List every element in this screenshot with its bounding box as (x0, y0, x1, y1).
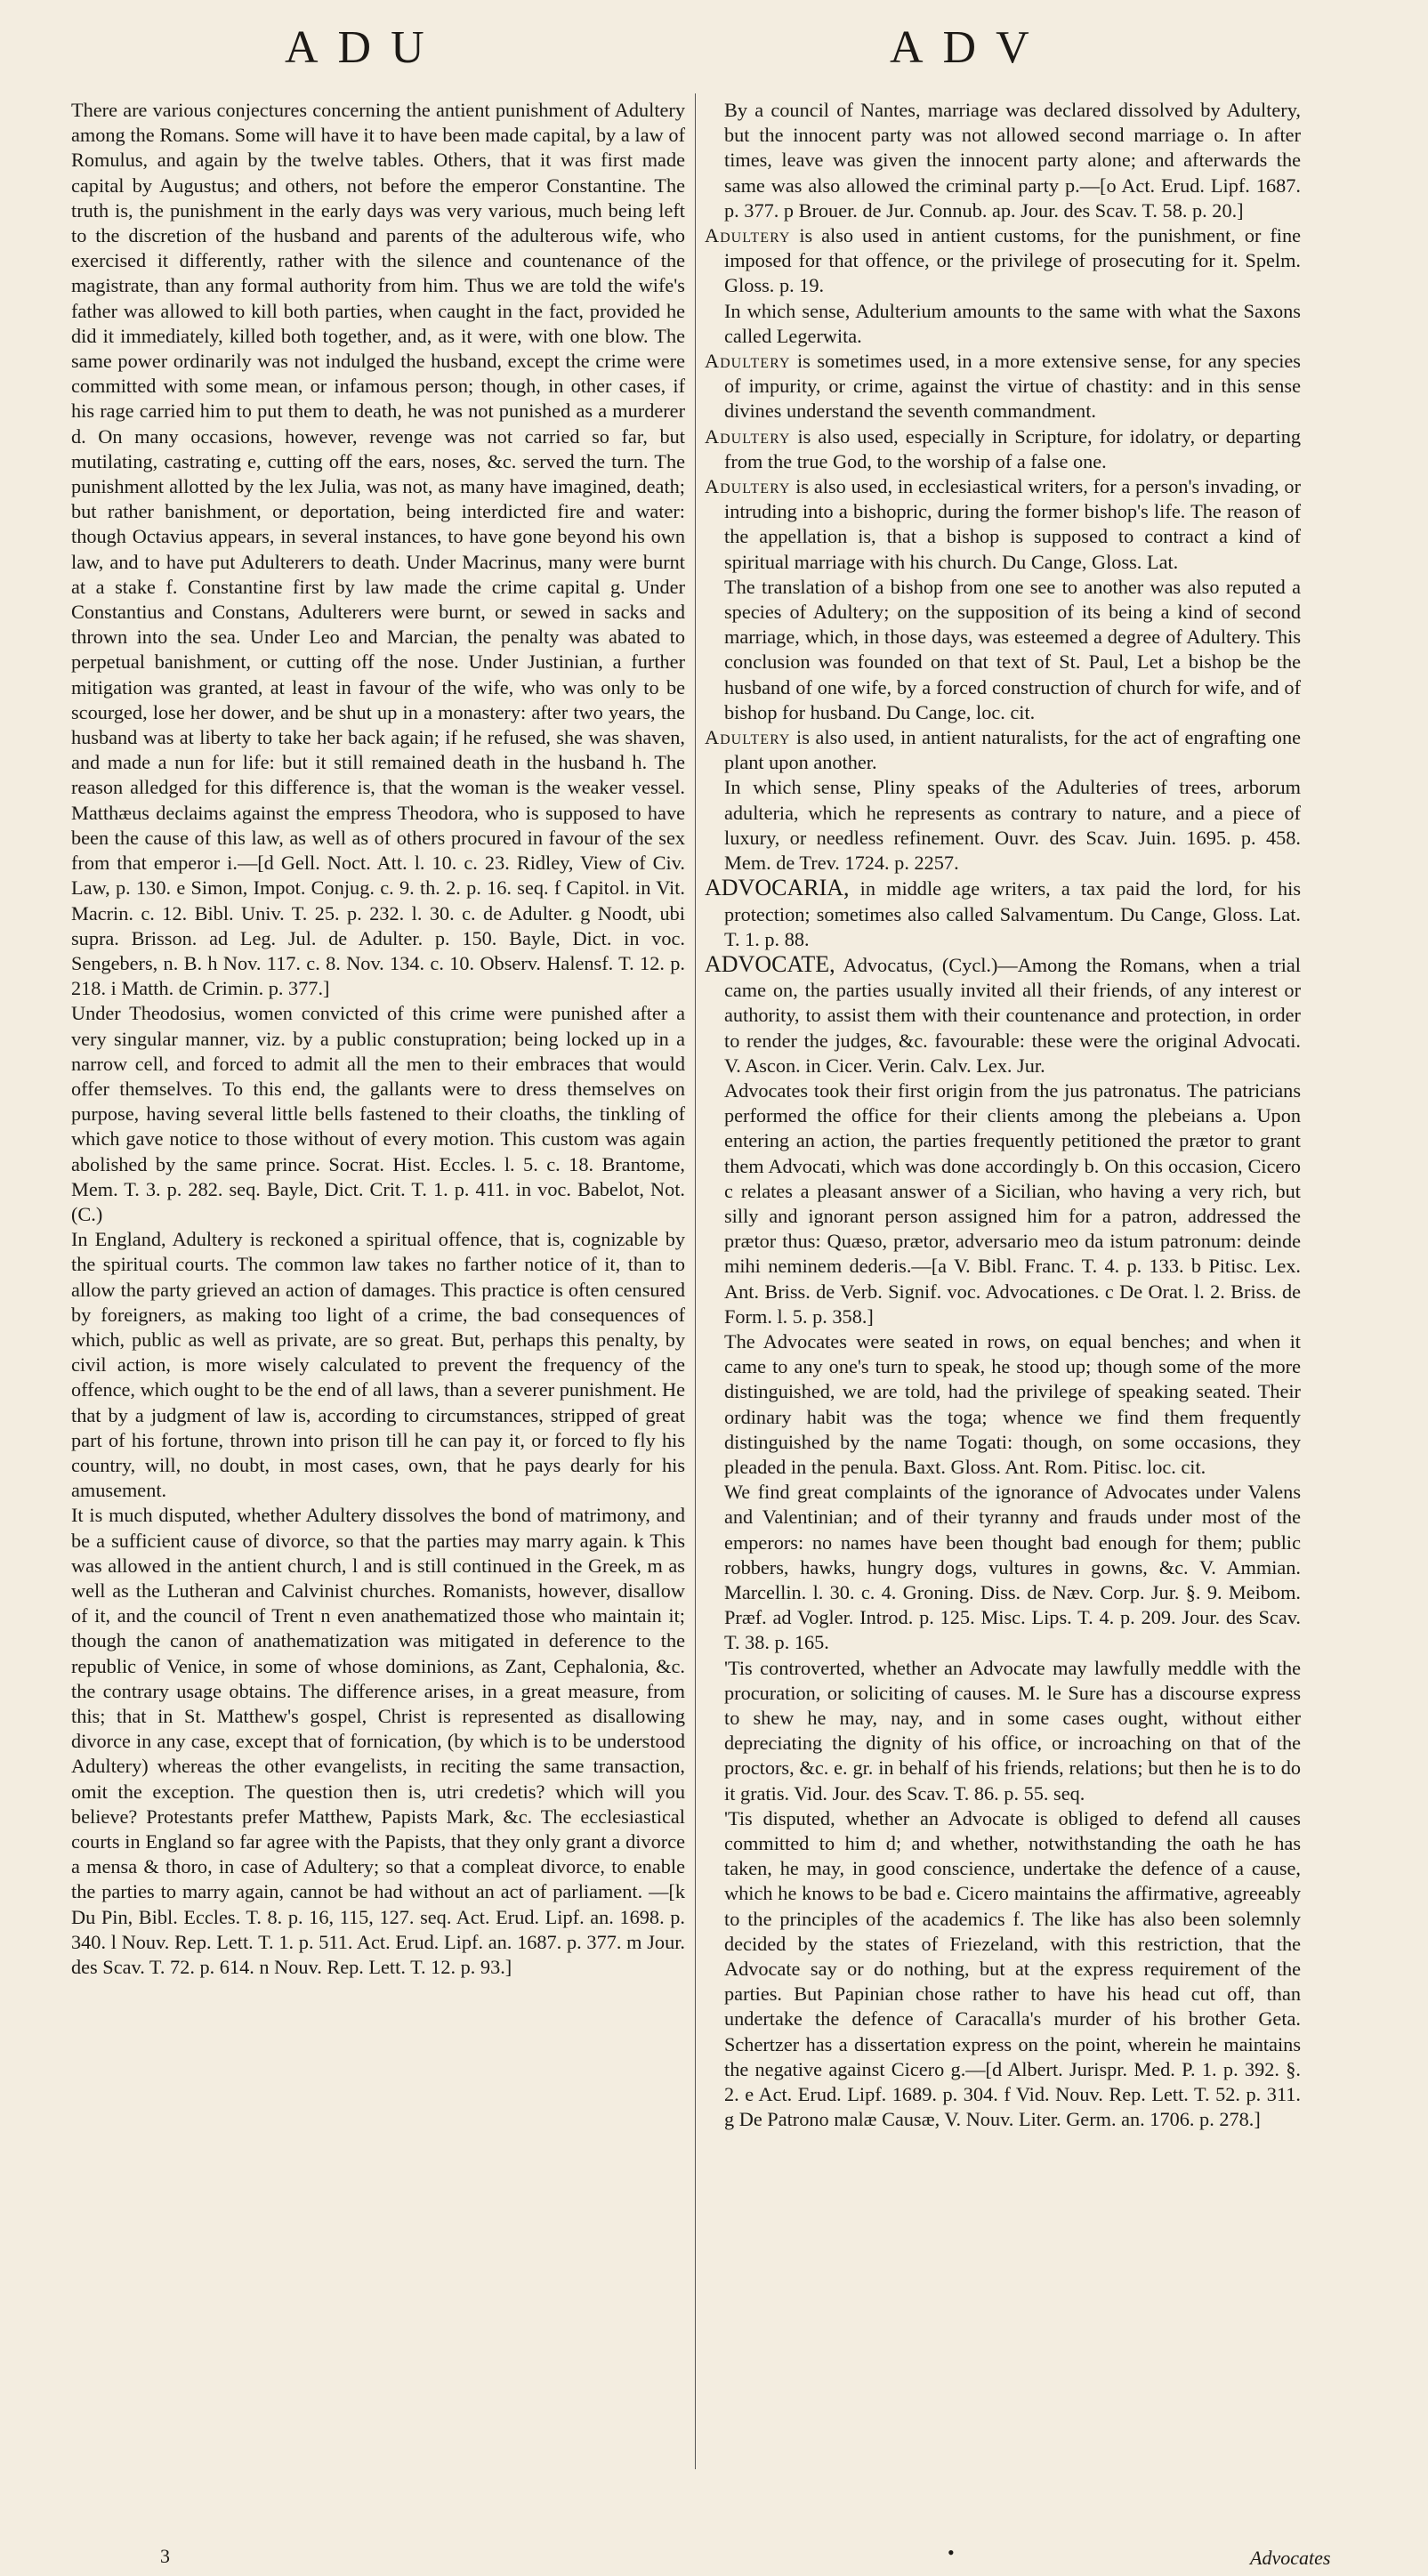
running-head-left: ADU (285, 22, 444, 73)
entry-headword: Adultery (705, 726, 791, 749)
running-head-right: ADV (890, 22, 1049, 73)
entry-paragraph (705, 424, 1301, 474)
entry-paragraph (705, 575, 1301, 725)
entry-paragraph (705, 1656, 1301, 1806)
entry-paragraph (705, 876, 1301, 952)
entry-headword: Adultery (705, 350, 791, 373)
entry-headword: ADVOCATE, (705, 950, 835, 977)
left-column (71, 98, 685, 1980)
entry-paragraph (705, 1078, 1301, 1329)
entry-text: 'Tis disputed, whether an Advocate is obliged to defend all causes committed to him d; and whether, notwithstanding the oath he has taken, he may, in good conscience, undertake the defence of a cause, which he knows to be bad e. Cicero maintains the affirmative, agreeably to the principles of the academics f. The like has also been solemnly decided by the states of Friezeland, with this restriction, that the Advocate say or do nothing, but at the express requirement of the parties. But Papinian chose rather to have his head cut off, than undertake the defence of Caracalla's murder of his brother Geta. Schertzer has a dissertation express on the point, wherein he maintains the negative against Cicero g.—[d Albert. Jurispr. Med. P. 1. p. 392. §. 2. e Act. Erud. Lipf. 1689. p. 304. f Vid. Nouv. Rep. Lett. T. 52. p. 311. g De Patrono malæ Causæ, V. Nouv. Liter. Germ. an. 1706. p. 278.] (724, 1806, 1301, 2131)
entry-headword: ADVOCARIA, (705, 875, 850, 901)
paragraph: There are various conjectures concerning the antient punishment of Adultery among the Romans. Some will have it to have been made capital, by a law of Romulus, and again by the twelve tables. Others, that it was first made capital by Augustus; and others, not before the emperor Constantine. The truth is, the punishment in the early days was very various, much being left to the discretion of the husband and parents of the adulterous wife, who exercised it differently, rather with the silence and countenance of the magistrate, than any formal authority from him. Thus we are told the wife's father was allowed to kill both parties, when caught in the fact, provided he did it immediately, killed both together, and, as it were, with one blow. The same power ordinarily was not indulged the husband, except the crime were committed with some mean, or infamous person; though, in other cases, if his rage carried him to put them to death, he was not punished as a murderer d. On many occasions, however, revenge was not carried so far, but mutilating, castrating e, cutting off the ears, noses, &c. served the turn. The punishment allotted by the lex Julia, was not, as many have imagined, death; but rather banishment, or deportation, being interdicted fire and water: though Octavius appears, in several instances, to have gone beyond his own law, and to have put Adulterers to death. Under Macrinus, many were burnt at a stake f. Constantine first by law made the crime capital g. Under Constantius and Constans, Adulterers were burnt, or sewed in sacks and thrown into the sea. Under Leo and Marcian, the penalty was abated to perpetual banishment, or cutting off the nose. Under Justinian, a further mitigation was granted, at least in favour of the wife, who was only to be scourged, lose her dower, and be shut up in a monastery: after two years, the husband was at liberty to take her back again; if he refused, she was shaven, and made a nun for life: but it still remained death in the husband h. The reason alledged for this difference is, that the woman is the weaker vessel. Matthæus declaims against the empress Theodora, who is supposed to have been the cause of this law, as well as of others procured in favour of the sex from that emperor i.—[d Gell. Noct. Att. l. 10. c. 23. Ridley, View of Civ. Law, p. 130. e Simon, Impot. Conjug. c. 9. th. 2. p. 16. seq. f Capitol. in Vit. Macrin. c. 12. Bibl. Univ. T. 25. p. 232. l. 30. c. de Adulter. g Noodt, ubi supra. Brisson. ad Leg. Jul. de Adulter. p. 150. Bayle, Dict. in voc. Sengebers, n. B. h Nov. 117. c. 8. Nov. 134. c. 10. Observ. Halensf. T. 12. p. 218. i Matth. de Crimin. p. 377.] (71, 99, 685, 1000)
entry-paragraph (705, 299, 1301, 349)
entry-paragraph (705, 349, 1301, 424)
entry-paragraph (705, 223, 1301, 299)
entry-text: 'Tis controverted, whether an Advocate may lawfully meddle with the procuration, or soliciting of causes. M. le Sure has a discourse express to shew he may, nay, and in some cases ought, without either depreciating the dignity of his office, or incroaching on that of the proctors, &c. e. gr. in behalf of his friends, relations; but then he is to do it gratis. Vid. Jour. des Scav. T. 86. p. 55. seq. (724, 1656, 1301, 1805)
entry-text: The translation of a bishop from one see to another was also reputed a species of Adultery; on the supposition of its being a kind of second marriage, which, in those days, was esteemed a degree of Adultery. This conclusion was founded on that text of St. Paul, Let a bishop be the husband of one wife, by a forced construction of church for wife, and of bishop for husband. Du Cange, loc. cit. (724, 575, 1301, 723)
entry-text: is also used, especially in Scripture, for idolatry, or departing from the true God, to the worship of a false one. (724, 424, 1301, 472)
page-number: 3 (160, 2545, 170, 2567)
entry-headword: Adultery (705, 424, 791, 448)
paragraph: In England, Adultery is reckoned a spiritual offence, that is, cognizable by the spiritual courts. The common law takes no farther notice of it, than to allow the party grieved an action of damages. This practice is often censured by foreigners, as making too light of a crime, the bad consequences of which, public as well as private, are so great. But, perhaps this penalty, by civil action, is more wisely calculated to prevent the frequency of the offence, which ought to be the end of all laws, than a severer punishment. He that by a judgment of law is, according to circumstances, stripped of great part of his fortune, thrown into prison till he can pay it, or forced to fly his country, will, no doubt, in most cases, own, that he pays dearly for his amusement. (71, 1228, 685, 1502)
catchword: Advocates (1250, 2547, 1331, 2569)
entry-paragraph (705, 1806, 1301, 2133)
signature-mark: • (948, 2541, 955, 2564)
entry-text: in middle age writers, a tax paid the lord, for his protection; sometimes also called Salvamentum. Du Cange, Gloss. Lat. T. 1. p. 88. (724, 877, 1301, 950)
entry-text: By a council of Nantes, marriage was declared dissolved by Adultery, but the innocent party was not allowed second marriage o. In after times, leave was given the innocent party alone; and afterwards the same was also allowed the criminal party p.—[o Act. Erud. Lipf. 1687. p. 377. p Brouer. de Jur. Connub. ap. Jour. des Scav. T. 58. p. 20.] (724, 99, 1301, 222)
entry-paragraph (705, 775, 1301, 876)
entry-paragraph (705, 1329, 1301, 1480)
entry-text: is also used, in ecclesiastical writers, for a person's invading, or intruding into a bishopric, during the former bishop's life. The reason of the appellation is, that a bishop is supposed to contract a kind of spiritual marriage with his church. Du Cange, Gloss. Lat. (724, 475, 1301, 573)
entry-text: The Advocates were seated in rows, on equal benches; and when it came to any one's turn to speak, he stood up; though some of the more distinguished, we are told, had the privilege of speaking seated. Their ordinary habit was the toga; whence we find them frequently distinguished by the name Togati: though, on some occasions, they pleaded in the penula. Baxt. Gloss. Ant. Rom. Pitisc. loc. cit. (724, 1329, 1301, 1478)
entry-headword: Adultery (705, 475, 791, 498)
entry-text: In which sense, Pliny speaks of the Adulteries of trees, arborum adulteria, which he represents as contrary to nature, and a piece of luxury, or needless refinement. Ouvr. des Scav. Juin. 1695. p. 458. Mem. de Trev. 1724. p. 2257. (724, 776, 1301, 875)
right-column (705, 98, 1301, 2132)
entry-paragraph (705, 1480, 1301, 1655)
paragraph: Under Theodosius, women convicted of this crime were punished after a very singular manner, viz. by a public constupration; being locked up in a narrow cell, and forced to admit all the men to their embraces that would offer themselves. To this end, the gallants were to dress themselves on purpose, having several little bells fastened to their cloaths, the tinkling of which gave notice to those without of every motion. This custom was again abolished by the same prince. Socrat. Hist. Eccles. l. 5. c. 18. Brantome, Mem. T. 3. p. 282. seq. Bayle, Dict. Crit. T. 1. p. 411. in voc. Babelot, Not. (C.) (71, 1002, 685, 1225)
entry-text: Advocates took their first origin from the jus patronatus. The patricians performed the office for their clients among the plebeians a. Upon entering an action, the parties frequently petitioned the prætor to grant them Advocati, which was done accordingly b. On this occasion, Cicero c relates a pleasant answer of a Sicilian, who having a very rich, but silly and ignorant person assigned him for a patron, addressed the prætor thus: Quæso, prætor, adversario meo da istum patronum: deinde mihi neminem dederis.—[a V. Bibl. Franc. T. 4. p. 133. b Pitisc. Lex. Ant. Briss. de Verb. Signif. voc. Advocationes. c De Orat. l. 2. Briss. de Form. l. 5. p. 358.] (724, 1078, 1301, 1328)
entry-paragraph (705, 98, 1301, 223)
entry-paragraph (705, 474, 1301, 575)
entry-text: We find great complaints of the ignorance of Advocates under Valens and Valentinian; and of their tyranny and frauds under most of the emperors: no names have been thought bad enough for them; public robbers, hawks, hungry dogs, vultures in gowns, &c. V. Ammian. Marcellin. l. 30. c. 4. Groning. Diss. de Næv. Corp. Jur. §. 9. Meibom. Præf. ad Vogler. Introd. p. 125. Misc. Lips. T. 4. p. 209. Jour. des Scav. T. 38. p. 165. (724, 1481, 1301, 1654)
entry-paragraph (705, 725, 1301, 775)
entry-headword: Adultery (705, 224, 791, 247)
entry-text: Advocatus, (Cycl.)—Among the Romans, when a trial came on, the parties usually invited all their friends, of any interest or authority, to assist them with their countenance and protection, in order to render the judges, &c. favourable: these were the original Advocati. V. Ascon. in Cicer. Verin. Calv. Lex. Jur. (724, 953, 1301, 1077)
entry-paragraph (705, 952, 1301, 1078)
paragraph: It is much disputed, whether Adultery dissolves the bond of matrimony, and be a sufficient cause of divorce, so that the parties may marry again. k This was allowed in the antient church, l and is still continued in the Greek, m as well as the Lutheran and Calvinist churches. Romanists, however, disallow of it, and the council of Trent n even anathematized those who maintain it; though the canon of anathematization was mitigated in deference to the republic of Venice, in some of whose dominions, as Zant, Cephalonia, &c. the contrary usage obtains. The difference arises, in a great measure, from this; that in St. Matthew's gospel, Christ is represented as disallowing divorce in any case, except that of fornication, (by which is to be understood Adultery) whereas the other evangelists, in reciting the same transaction, omit the exception. The question then is, utri credetis? which will you believe? Protestants prefer Matthew, Papists Mark, &c. The ecclesiastical courts in England so far agree with the Papists, that they only grant a divorce a mensa & thoro, in case of Adultery; so that a compleat divorce, to enable the parties to marry again, cannot be had without an act of parliament. —[k Du Pin, Bibl. Eccles. T. 8. p. 16, 115, 127. seq. Act. Erud. Lipf. an. 1698. p. 340. l Nouv. Rep. Lett. T. 1. p. 511. Act. Erud. Lipf. an. 1687. p. 377. m Jour. des Scav. T. 72. p. 614. n Nouv. Rep. Lett. T. 12. p. 93.] (71, 1504, 685, 1979)
entry-text: In which sense, Adulterium amounts to the same with what the Saxons called Legerwita. (724, 299, 1301, 347)
column-divider (695, 93, 696, 2469)
entry-text: is sometimes used, in a more extensive sense, for any species of impurity, or crime, against the virtue of chastity: and in this sense divines understand the seventh commandment. (724, 350, 1301, 423)
entry-text: is also used in antient customs, for the punishment, or fine imposed for that offence, or the privilege of prosecuting for it. Spelm. Gloss. p. 19. (724, 224, 1301, 297)
entry-text: is also used, in antient naturalists, for the act of engrafting one plant upon another. (724, 726, 1301, 774)
